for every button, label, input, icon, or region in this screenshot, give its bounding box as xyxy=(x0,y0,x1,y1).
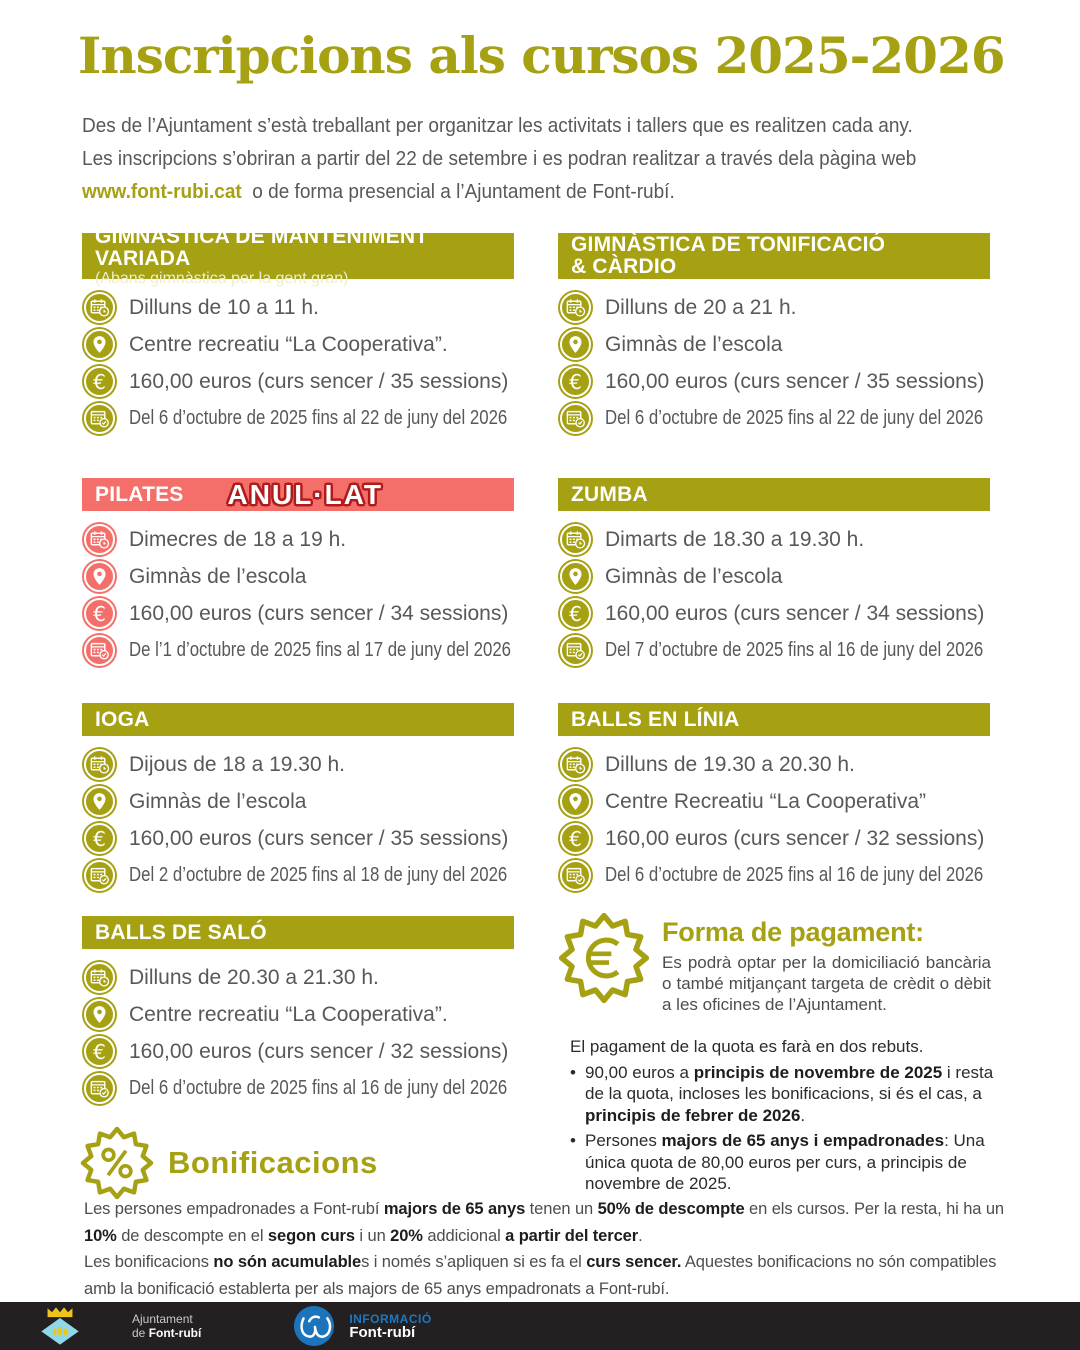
payment-bullet-2 xyxy=(570,1130,994,1195)
price-text: 160,00 euros (curs sencer / 35 sessions) xyxy=(605,369,985,393)
calendar-clock-icon xyxy=(558,290,593,325)
location-text: Centre recreatiu “La Cooperativa”. xyxy=(129,332,448,356)
informacio-label-line1: INFORMACIÓ xyxy=(349,1312,432,1326)
schedule-row xyxy=(558,521,990,558)
course-subtitle: (Abans gimnàstica per la gent gran) xyxy=(95,269,349,287)
payment-bullet-2-text: Persones majors de 65 anys i empadronades: Una única quota de 80,00 euros per curs, a principis de novembre de 2025. xyxy=(585,1131,985,1193)
course-title: GIMNÀSTICA DE MANTENIMENT VARIADA xyxy=(95,224,429,270)
course-details xyxy=(82,289,514,437)
course-details xyxy=(558,289,990,437)
price-text: 160,00 euros (curs sencer / 35 sessions) xyxy=(129,369,509,393)
page-title: Inscripcions als cursos 2025-2026 xyxy=(78,26,1005,85)
course-title: PILATES xyxy=(95,482,184,506)
schedule-row xyxy=(82,746,514,783)
course-card-gimnastica-tonificacio xyxy=(558,233,990,437)
payment-section xyxy=(558,912,991,1015)
intro-line-1: Des de l’Ajuntament s’està treballant per organitzar les activitats i tallers que es realitzen cada any. xyxy=(82,115,913,137)
dates-row xyxy=(558,400,990,437)
course-header xyxy=(558,233,990,279)
price-row xyxy=(558,820,990,857)
calendar-check-icon xyxy=(82,1071,117,1106)
intro-line-3: www.font-rubi.cat o de forma presencial a l’Ajuntament de Font-rubí. xyxy=(82,181,675,203)
bullet-dot: • xyxy=(570,1131,576,1150)
calendar-clock-icon xyxy=(82,960,117,995)
map-pin-icon xyxy=(82,327,117,362)
course-title: BALLS DE SALÓ xyxy=(95,920,267,944)
location-text: Gimnàs de l’escola xyxy=(129,564,307,588)
location-text: Gimnàs de l’escola xyxy=(605,332,783,356)
bullet-dot: • xyxy=(570,1062,576,1082)
euro-icon: € xyxy=(82,821,117,856)
location-row xyxy=(82,996,514,1033)
informacio-label-line2: Font-rubí xyxy=(349,1324,416,1341)
euro-icon: € xyxy=(82,596,117,631)
course-title: GIMNÀSTICA DE TONIFICACIÓ xyxy=(571,233,886,256)
course-header xyxy=(558,478,990,511)
course-details xyxy=(82,746,514,894)
price-row xyxy=(82,595,514,632)
calendar-clock-icon xyxy=(558,747,593,782)
schedule-row xyxy=(82,289,514,326)
payment-note-intro: El pagament de la quota es farà en dos rebuts. xyxy=(570,1037,924,1056)
price-row xyxy=(82,820,514,857)
map-pin-icon xyxy=(558,327,593,362)
discounts-text xyxy=(84,1196,1006,1302)
map-pin-icon xyxy=(82,559,117,594)
discounts-section-header xyxy=(80,1126,378,1200)
schedule-row xyxy=(82,959,514,996)
schedule-text: Dimecres de 18 a 19 h. xyxy=(129,527,347,551)
location-text: Centre recreatiu “La Cooperativa”. xyxy=(129,1002,448,1026)
course-card-pilates xyxy=(82,478,514,669)
course-header xyxy=(82,703,514,736)
location-row xyxy=(558,783,990,820)
schedule-text: Dilluns de 19.30 a 20.30 h. xyxy=(605,752,855,776)
map-pin-icon xyxy=(82,784,117,819)
euro-icon: € xyxy=(558,364,593,399)
schedule-text: Dilluns de 20.30 a 21.30 h. xyxy=(129,965,379,989)
price-text: 160,00 euros (curs sencer / 35 sessions) xyxy=(129,826,509,850)
price-text: 160,00 euros (curs sencer / 34 sessions) xyxy=(605,601,985,625)
location-text: Gimnàs de l’escola xyxy=(605,564,783,588)
course-card-ioga xyxy=(82,703,514,894)
ajuntament-coat-of-arms-icon xyxy=(28,1304,92,1348)
course-header xyxy=(82,916,514,949)
dates-row xyxy=(558,857,990,894)
course-title: IOGA xyxy=(95,707,150,731)
course-details xyxy=(558,521,990,669)
discounts-paragraph-2: Les bonificacions no són acumulables i només s’apliquen si es fa el curs sencer. Aquestes bonificacions no són compatibles amb la bonificació establerta per als majors de 65 anys empadronats a Font-rubí. xyxy=(84,1253,997,1298)
payment-bullet-1-text: 90,00 euros a principis de novembre de 2025 i resta de la quota, incloses les bonificacions, si és el cas, a principis de febrer de 2026. xyxy=(585,1062,994,1125)
informacio-label xyxy=(349,1312,431,1340)
schedule-row xyxy=(82,521,514,558)
calendar-check-icon xyxy=(82,633,117,668)
dates-text: De l’1 d’octubre de 2025 fins al 17 de juny del 2026 xyxy=(129,639,512,661)
course-header xyxy=(82,478,514,511)
location-row xyxy=(82,558,514,595)
website-link[interactable]: www.font-rubi.cat xyxy=(82,181,242,203)
map-pin-icon xyxy=(82,997,117,1032)
course-details xyxy=(82,959,514,1107)
percent-seal-icon xyxy=(80,1126,154,1200)
course-title: ZUMBA xyxy=(571,482,648,506)
ajuntament-label xyxy=(132,1312,201,1340)
price-row xyxy=(82,363,514,400)
schedule-text: Dimarts de 18.30 a 19.30 h. xyxy=(605,527,865,551)
calendar-clock-icon xyxy=(82,290,117,325)
calendar-check-icon xyxy=(82,858,117,893)
dates-text: Del 6 d’octubre de 2025 fins al 16 de juny del 2026 xyxy=(129,1077,508,1099)
location-text: Gimnàs de l’escola xyxy=(129,789,307,813)
discounts-paragraph-1: Les persones empadronades a Font-rubí majors de 65 anys tenen un 50% de descompte en els cursos. Per la resta, hi ha un 10% de descompte en el segon curs i un 20% addicional a partir del tercer. xyxy=(84,1200,1004,1245)
dates-row xyxy=(82,857,514,894)
discounts-title: Bonificacions xyxy=(168,1145,378,1180)
calendar-check-icon xyxy=(558,858,593,893)
dates-row xyxy=(558,632,990,669)
dates-text: Del 2 d’octubre de 2025 fins al 18 de juny del 2026 xyxy=(129,864,508,886)
schedule-row xyxy=(558,289,990,326)
location-row xyxy=(82,783,514,820)
calendar-check-icon xyxy=(82,401,117,436)
course-card-balls-en-linia xyxy=(558,703,990,894)
location-row xyxy=(558,558,990,595)
price-row xyxy=(82,1033,514,1070)
informacio-logo-icon xyxy=(293,1305,335,1347)
dates-row xyxy=(82,632,514,669)
dates-text: Del 6 d’octubre de 2025 fins al 22 de juny del 2026 xyxy=(605,407,984,429)
schedule-row xyxy=(558,746,990,783)
course-title-line2: & CÀRDIO xyxy=(571,255,677,278)
calendar-check-icon xyxy=(558,633,593,668)
euro-seal-icon xyxy=(558,912,650,1015)
euro-icon: € xyxy=(558,596,593,631)
price-text: 160,00 euros (curs sencer / 32 sessions) xyxy=(129,1039,509,1063)
calendar-clock-icon xyxy=(82,522,117,557)
payment-notes xyxy=(570,1036,994,1195)
course-header xyxy=(82,224,514,287)
dates-text: Del 7 d’octubre de 2025 fins al 16 de juny del 2026 xyxy=(605,639,984,661)
calendar-clock-icon xyxy=(558,522,593,557)
schedule-text: Dilluns de 20 a 21 h. xyxy=(605,295,797,319)
course-details xyxy=(82,521,514,669)
course-card-zumba xyxy=(558,478,990,669)
euro-icon: € xyxy=(82,364,117,399)
course-card-gimnastica-manteniment xyxy=(82,224,514,437)
price-text: 160,00 euros (curs sencer / 32 sessions) xyxy=(605,826,985,850)
dates-row xyxy=(82,1070,514,1107)
payment-description: Es podrà optar per la domiciliació bancària o també mitjançant targeta de crèdit o dèbit a les oficines de l’Ajuntament. xyxy=(662,953,991,1014)
course-card-balls-de-salo xyxy=(82,916,514,1107)
ajuntament-label-line2: de Font-rubí xyxy=(132,1326,202,1340)
dates-row xyxy=(82,400,514,437)
price-row xyxy=(558,363,990,400)
payment-title: Forma de pagament: xyxy=(662,917,924,947)
course-title: BALLS EN LÍNIA xyxy=(571,707,740,731)
euro-icon: € xyxy=(82,1034,117,1069)
map-pin-icon xyxy=(558,784,593,819)
location-row xyxy=(558,326,990,363)
location-row xyxy=(82,326,514,363)
footer-bar xyxy=(0,1302,1080,1350)
intro-line-2: Les inscripcions s’obriran a partir del 22 de setembre i es podran realitzar a través dela pàgina web xyxy=(82,148,917,170)
ajuntament-label-line1: Ajuntament xyxy=(132,1312,193,1326)
location-text: Centre Recreatiu “La Cooperativa” xyxy=(605,789,926,813)
cancelled-stamp: ANUL·LAT xyxy=(227,478,383,510)
calendar-check-icon xyxy=(558,401,593,436)
schedule-text: Dijous de 18 a 19.30 h. xyxy=(129,752,345,776)
dates-text: Del 6 d’octubre de 2025 fins al 22 de juny del 2026 xyxy=(129,407,508,429)
map-pin-icon xyxy=(558,559,593,594)
price-row xyxy=(558,595,990,632)
payment-text-block xyxy=(662,912,991,1015)
schedule-text: Dilluns de 10 a 11 h. xyxy=(129,295,319,319)
payment-bullet-1 xyxy=(570,1062,994,1127)
euro-icon: € xyxy=(558,821,593,856)
intro-paragraph xyxy=(82,110,960,209)
calendar-clock-icon xyxy=(82,747,117,782)
course-details xyxy=(558,746,990,894)
course-header xyxy=(558,703,990,736)
price-text: 160,00 euros (curs sencer / 34 sessions) xyxy=(129,601,509,625)
dates-text: Del 6 d’octubre de 2025 fins al 16 de juny del 2026 xyxy=(605,864,984,886)
